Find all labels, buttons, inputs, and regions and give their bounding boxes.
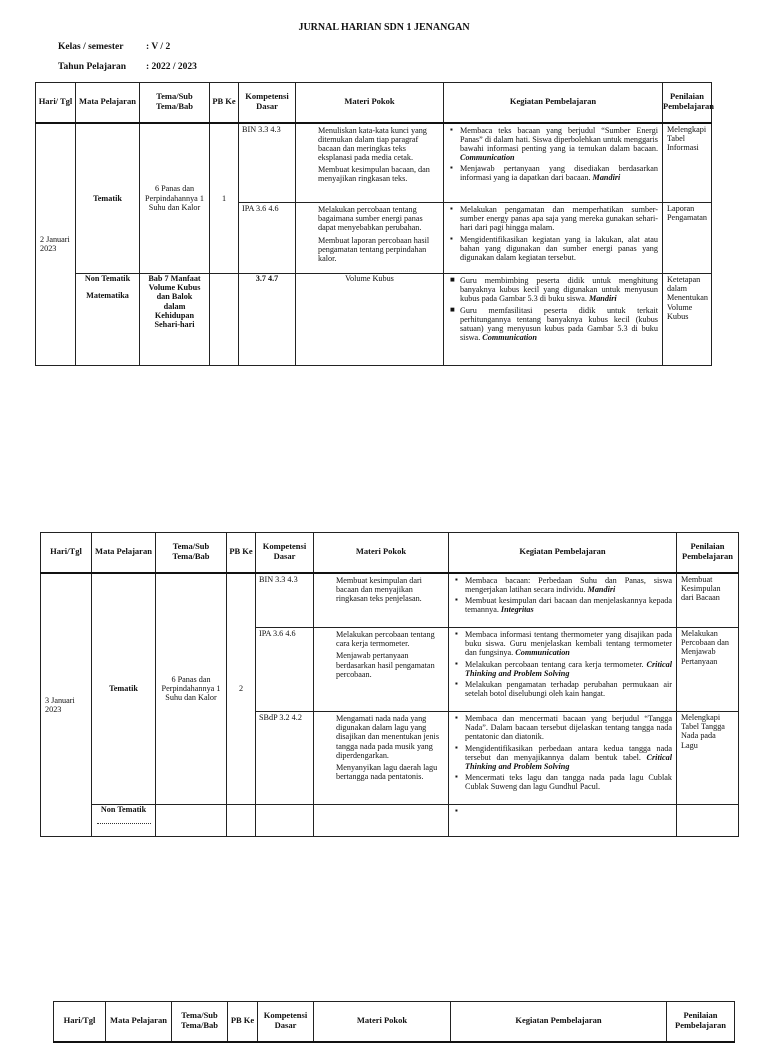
matematika-label: Matematika [86, 291, 129, 301]
kegiatan-item: ▪ Membaca informasi tentang thermometer yang disajikan pada buku siswa. Guru menjelaskan kembali tentang termometer dan fungsinya. Communication [455, 630, 672, 658]
kegiatan-cell [449, 712, 677, 805]
col-penilaian: Penilaian Pembelajaran [663, 83, 712, 123]
col-tema: Tema/Sub Tema/Bab [140, 83, 210, 123]
date-cell: 2 Januari 2023 [36, 123, 76, 366]
materi-cell [314, 628, 449, 712]
col-materi: Materi Pokok [296, 83, 444, 123]
tema-cell: 6 Panas dan Perpindahannya 1 Suhu dan Kalor [156, 573, 227, 805]
tahun-row [58, 62, 358, 76]
col-kegiatan: Kegiatan Pembelajaran [451, 1002, 667, 1042]
materi-text: Menyanyikan lagu daerah lagu bertangga nada pentatonis. [336, 762, 438, 782]
pb-cell: 2 [227, 573, 256, 805]
penilaian-cell: Laporan Pengamatan [663, 203, 712, 274]
materi-text: Mengamati nada nada yang digunakan dalam lagu yang disajikan dan menentukan jenis tangga nada pada musik yang diperdengarkan. [336, 714, 439, 760]
materi-text: Membuat kesimpulan bacaan, dan menyajikan ringkasan teks. [318, 165, 430, 184]
table-row [41, 573, 739, 628]
kelas-label: Kelas / semester [58, 42, 124, 52]
col-hari: Hari/Tgl [54, 1002, 106, 1042]
kegiatan-item: ▪ Membaca bacaan: Perbedaan Suhu dan Panas, siswa mengerjakan latihan secara individu. Mandiri [455, 576, 672, 594]
kegiatan-item: ▪ Melakukan percobaan tentang cara kerja termometer. Critical Thinking and Problem Solving [455, 660, 672, 678]
col-pb: PB Ke [228, 1002, 258, 1042]
mapel-cell: Tematik [76, 123, 140, 274]
penilaian-cell: Melakukan Percobaan dan Menjawab Pertanyaan [677, 628, 739, 712]
pb-cell [227, 805, 256, 837]
col-pb: PB Ke [210, 83, 239, 123]
materi-text: Menuliskan kata-kata kunci yang ditemukan dalam tiap paragraf bacaan dan meringkas teks eksplanasi pada media cetak. [318, 125, 427, 163]
materi-text: Melakukan percobaan tentang bagaimana sumber energi panas dapat menyebabkan perubahan. [318, 205, 423, 233]
tema-cell [156, 805, 227, 837]
table-row [36, 274, 712, 366]
col-pb: PB Ke [227, 533, 256, 573]
kegiatan-item: ▪ Mengidentifikasikan kegiatan yang ia lakukan, alat atau bahan yang digunakan dan sumber energi panas yang digunakan dalam kegiatan tersebut. [450, 235, 658, 263]
kegiatan-item: ▪ Mencermati teks lagu dan tangga nada pada lagu Cublak Cublak Suweng dan lagu Gundhul Pacul. [455, 773, 672, 791]
penilaian-cell: Melengkapi Tabel Informasi [663, 123, 712, 203]
col-mapel: Mata Pelajaran [76, 83, 140, 123]
col-kegiatan: Kegiatan Pembelajaran [449, 533, 677, 573]
table-header-row [54, 1002, 735, 1042]
penilaian-cell [677, 805, 739, 837]
kd-cell: IPA 3.6 4.6 [256, 628, 314, 712]
mapel-cell: Tematik [92, 573, 156, 805]
journal-table-day1 [35, 82, 712, 366]
kegiatan-item: ▪ Melakukan pengamatan terhadap perubahan permukaan air setelah botol diselubungi oleh kain hangat. [455, 680, 672, 698]
kegiatan-cell [444, 274, 663, 366]
tema-cell: 6 Panas dan Perpindahannya 1 Suhu dan Kalor [140, 123, 210, 274]
kegiatan-cell [449, 628, 677, 712]
kd-cell: IPA 3.6 4.6 [239, 203, 296, 274]
kegiatan-item: ■ Guru memfasilitasi peserta didik untuk terkait perhitungannya tentang banyaknya kubus kecil (kubus satuan) yang menyusun kubus pada Gambar 5.3 di buku siswa. Communication [450, 306, 658, 343]
kegiatan-item: ■ Guru membimbing peserta didik untuk menghitung banyaknya kubus kecil yang digunakan untuk menyusun kubus pada Gambar 5.3 di buku siswa. Mandiri [450, 276, 658, 304]
kegiatan-cell [444, 123, 663, 203]
kegiatan-cell [444, 203, 663, 274]
kegiatan-item: ▪ Membuat kesimpulan dari bacaan dan menjelaskannya kepada temannya. Integritas [455, 596, 672, 614]
materi-cell [296, 123, 444, 203]
pb-cell: 1 [210, 123, 239, 274]
pb-cell [210, 274, 239, 366]
nontematik-label: Non Tematik [84, 274, 131, 283]
penilaian-cell: Ketetapan dalam Menentukan Volume Kubus [663, 274, 712, 366]
penilaian-cell: Membuat Kesimpulan dari Bacaan [677, 573, 739, 628]
table-header-row [36, 83, 712, 123]
penilaian-cell: Melengkapi Tabel Tangga Nada pada Lagu [677, 712, 739, 805]
kegiatan-cell [449, 573, 677, 628]
tema-cell: Bab 7 Manfaat Volume Kubus dan Balok dalam Kehidupan Sehari-hari [140, 274, 210, 366]
col-mapel: Mata Pelajaran [92, 533, 156, 573]
col-materi: Materi Pokok [314, 1002, 451, 1042]
kegiatan-item: ▪ Membaca dan mencermati bacaan yang berjudul “Tangga Nada”. Dalam bacaan tersebut dijelaskan tentang tangga nada pentatonic dan diatonik. [455, 714, 672, 742]
blank-line [97, 814, 151, 824]
col-penilaian: Penilaian Pembelajaran [667, 1002, 735, 1042]
col-tema: Tema/Sub Tema/Bab [156, 533, 227, 573]
kegiatan-item: ▪ Mengidentifikasikan perbedaan antara kedua tangga nada tersebut dan menyajikannya dalam bentuk tabel. Critical Thinking and Problem Solving [455, 744, 672, 772]
col-kd: Kompetensi Dasar [258, 1002, 314, 1042]
table-header-row [41, 533, 739, 573]
materi-text: Melakukan percobaan tentang cara kerja termometer. [336, 630, 435, 649]
materi-cell [314, 712, 449, 805]
col-kd: Kompetensi Dasar [256, 533, 314, 573]
col-kegiatan: Kegiatan Pembelajaran [444, 83, 663, 123]
kelas-row [58, 42, 358, 56]
kd-cell: SBdP 3.2 4.2 [256, 712, 314, 805]
journal-table-day3 [53, 1001, 735, 1043]
kegiatan-item: ▪ Melakukan pengamatan dan memperhatikan sumber-sumber energy panas apa saja yang mereka gunakan sehari-hari dari pagi hingga malam. [450, 205, 658, 233]
tahun-label: Tahun Pelajaran [58, 62, 127, 72]
materi-text: Membuat laporan percobaan hasil pengamatan tentang perpindahan kalor. [318, 235, 430, 263]
tahun-value: : 2022 / 2023 [146, 62, 197, 72]
col-penilaian: Penilaian Pembelajaran [677, 533, 739, 573]
col-materi: Materi Pokok [314, 533, 449, 573]
kd-cell: 3.7 4.7 [239, 274, 296, 366]
materi-cell [296, 203, 444, 274]
col-tema: Tema/Sub Tema/Bab [172, 1002, 228, 1042]
col-mapel: Mata Pelajaran [106, 1002, 172, 1042]
kd-cell: BIN 3.3 4.3 [239, 123, 296, 203]
materi-cell: Volume Kubus [296, 274, 444, 366]
kegiatan-item: ▪ Membaca teks bacaan yang berjudul “Sumber Energi Panas” di dalam hati. Siswa diperbolehkan untuk menggaris bawahi informasi penting yang ia temukan dalam bacaan. Communication [450, 126, 658, 163]
kd-cell [256, 805, 314, 837]
document-title: JURNAL HARIAN SDN 1 JENANGAN [298, 22, 470, 33]
materi-text: Menjawab pertanyaan berdasarkan hasil pengamatan percobaan. [336, 651, 435, 679]
date-cell: 3 Januari 2023 [41, 573, 92, 837]
col-hari: Hari/ Tgl [36, 83, 76, 123]
col-hari: Hari/Tgl [41, 533, 92, 573]
kelas-value: : V / 2 [146, 42, 171, 52]
kegiatan-cell [449, 805, 677, 837]
journal-table-day2 [40, 532, 739, 837]
kd-cell: BIN 3.3 4.3 [256, 573, 314, 628]
mapel-cell [76, 274, 140, 366]
table-row [41, 805, 739, 837]
table-row [36, 123, 712, 203]
nontematik-label: Non Tematik [100, 805, 147, 814]
materi-cell: Membuat kesimpulan dari bacaan dan menyajikan ringkasan teks penjelasan. [314, 573, 449, 628]
col-kd: Kompetensi Dasar [239, 83, 296, 123]
materi-cell [314, 805, 449, 837]
mapel-cell [92, 805, 156, 837]
kegiatan-item: ▪ Menjawab pertanyaan yang disediakan berdasarkan informasi yang ia dapatkan dari bacaan. Mandiri [450, 164, 658, 182]
